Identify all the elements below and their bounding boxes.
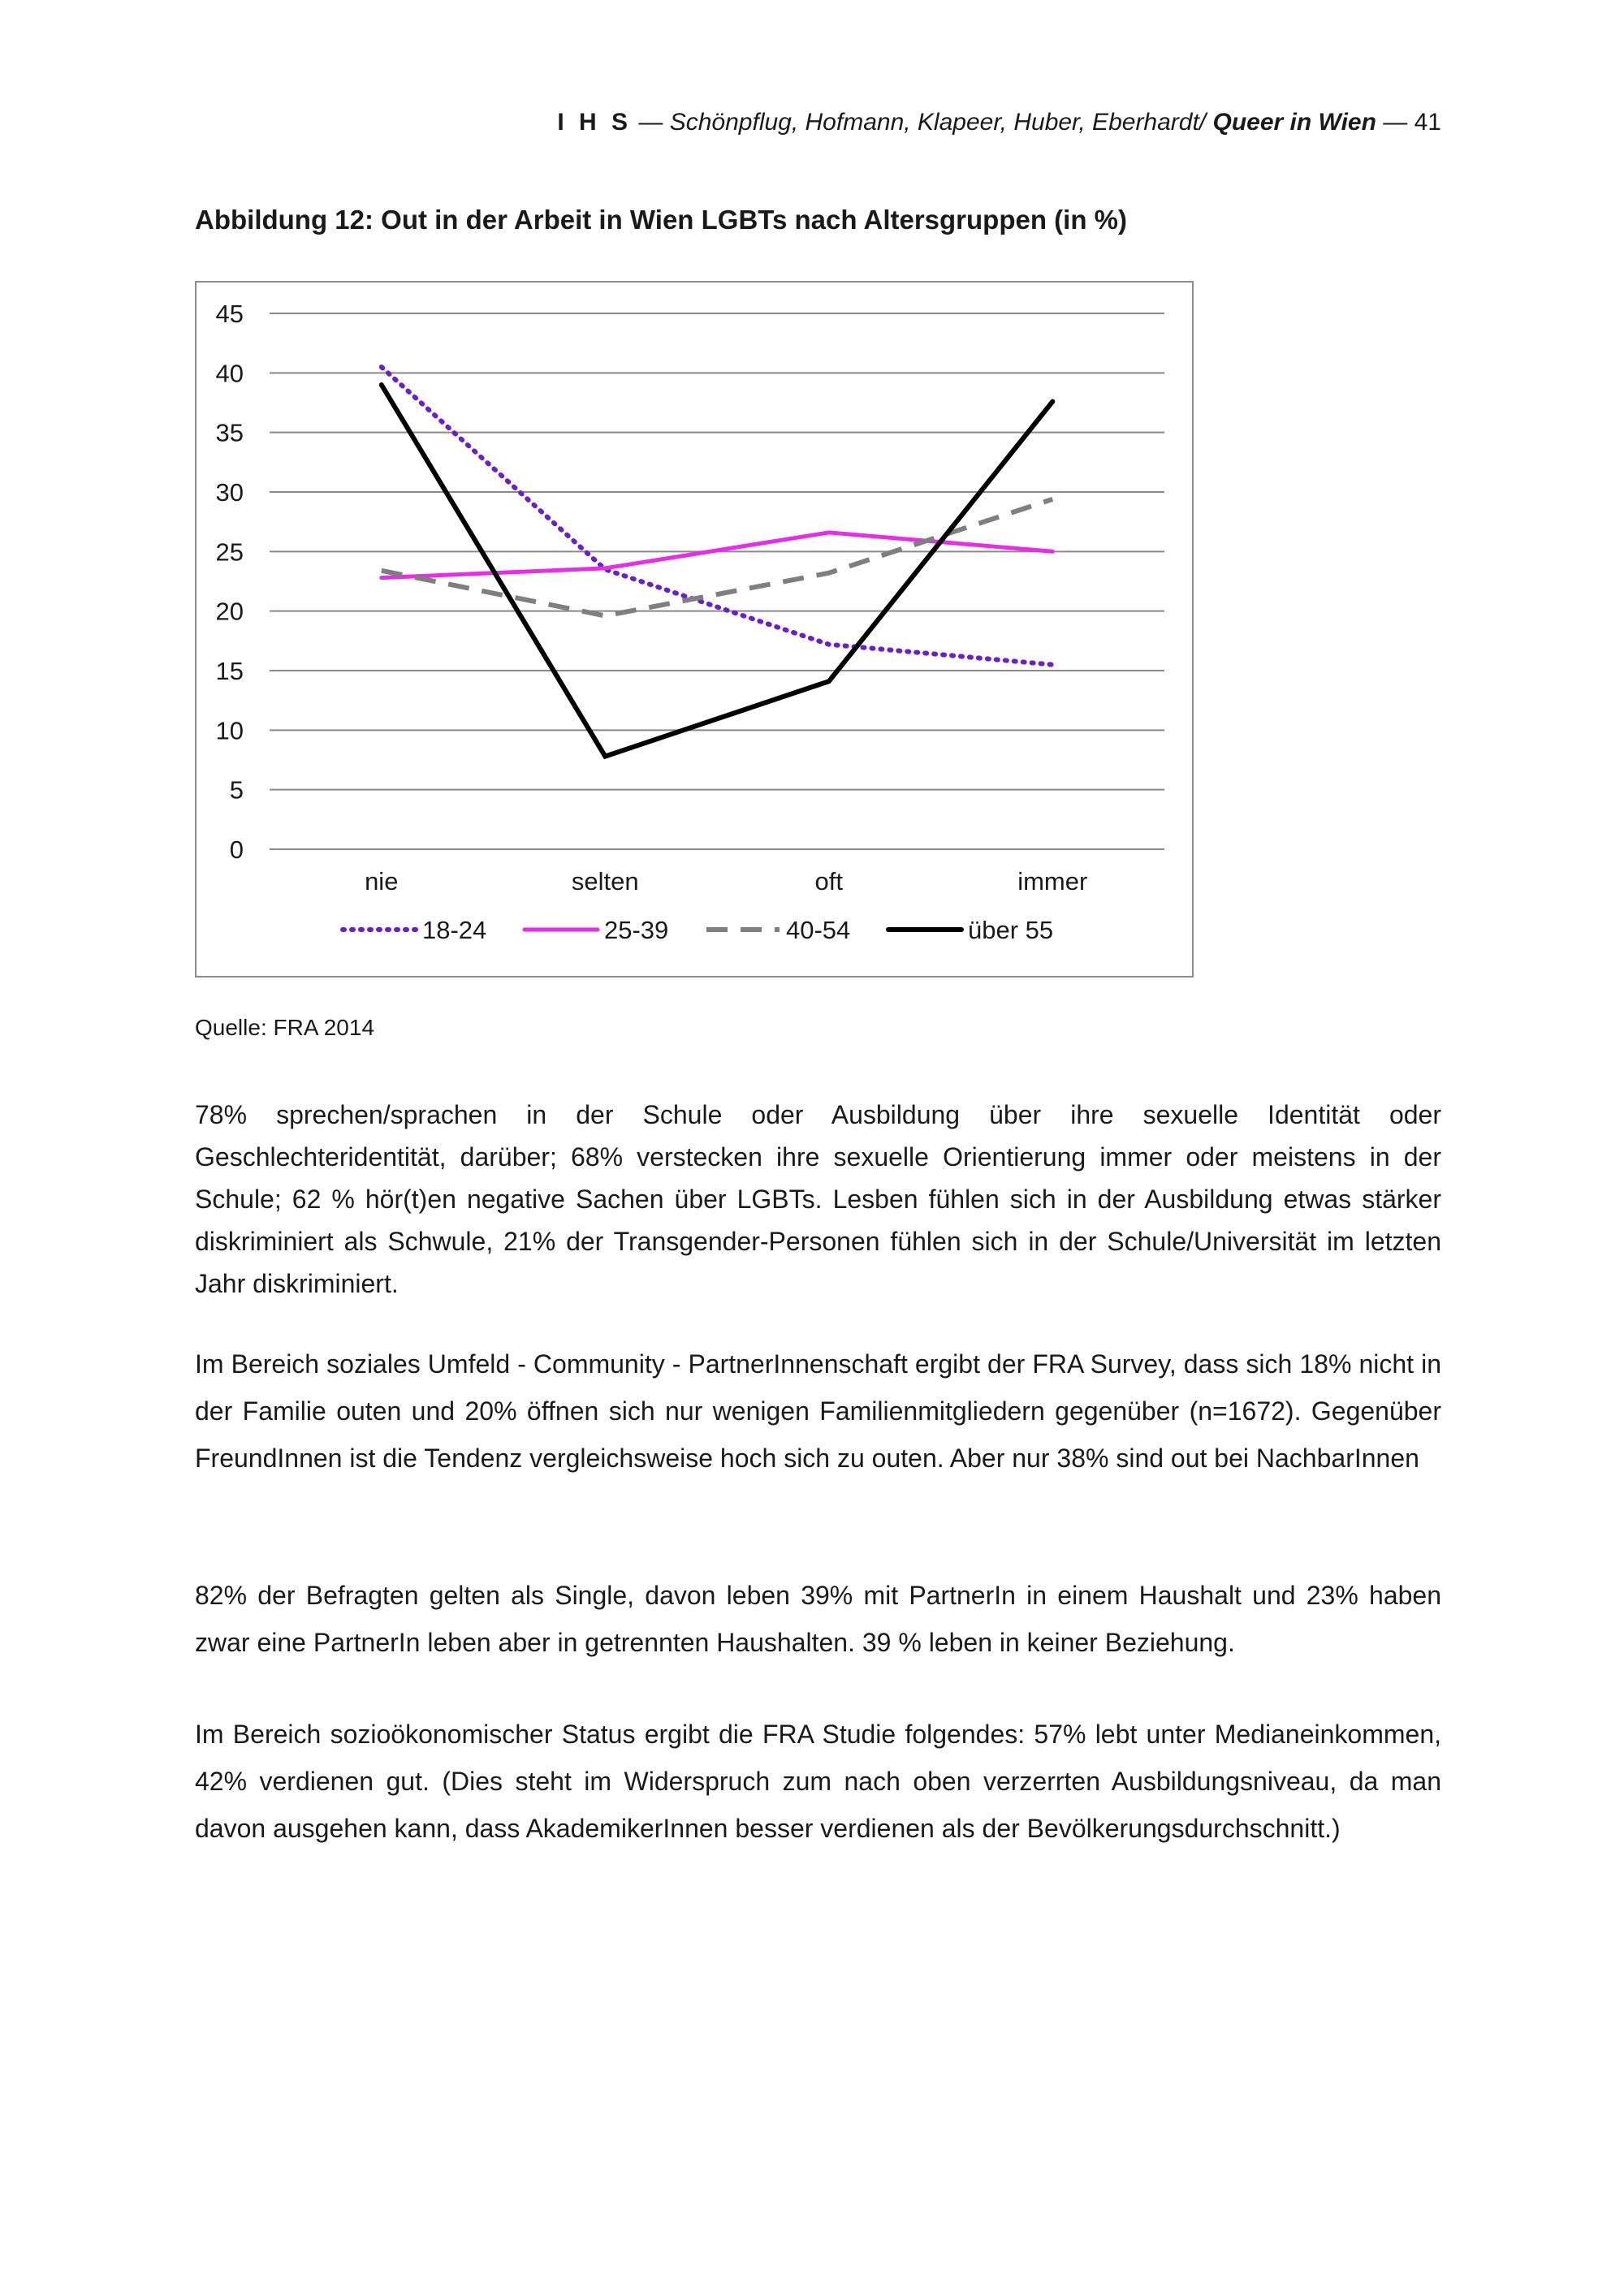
paragraph-4: Im Bereich sozioökonomischer Status ergibt die FRA Studie folgendes: 57% lebt unter Medianeinkommen, 42% verdienen gut. (Dies steht im Widerspruch zum nach oben verzerrten Ausbildungsniveau, da man davon ausgehen kann, dass AkademikerInnen besser verdienen als der Bevölkerungsdurchschnitt.)	[195, 1720, 1441, 1843]
x-tick-label: oft	[814, 867, 843, 896]
legend-label-1: 18-24	[422, 916, 487, 944]
paragraph-1: 78% sprechen/sprachen in der Schule oder Ausbildung über ihre sexuelle Identität oder Geschlechteridentität, darüber; 68% verstecken ihre sexuelle Orientierung immer oder meistens in der Schule; 62 % hör(t)en negative Sachen über LGBTs. Lesben fühlen sich in der Ausbildung etwas stärker diskriminiert als Schwule, 21% der Transgender-Personen fühlen sich in der Schule/Universität im letzten Jahr diskriminiert.	[195, 1100, 1441, 1298]
paragraph-3: 82% der Befragten gelten als Single, davon leben 39% mit PartnerIn in einem Haushalt und 23% haben zwar eine PartnerIn leben aber in getrennten Haushalten. 39 % leben in keiner Beziehung.	[195, 1581, 1441, 1657]
y-tick-label: 25	[215, 537, 244, 567]
legend-label-3: 40-54	[786, 916, 851, 944]
page-number: 41	[1414, 109, 1441, 136]
chart-frame	[195, 281, 1194, 978]
header-authors: Schönpflug, Hofmann, Klapeer, Huber, Eberhardt/	[669, 109, 1207, 136]
header-org: I H S	[557, 109, 633, 136]
x-tick-label: selten	[571, 867, 639, 896]
header-title: Queer in Wien	[1212, 109, 1376, 136]
y-tick-label: 40	[215, 359, 244, 388]
running-header	[195, 106, 1441, 139]
y-tick-label: 5	[229, 775, 244, 805]
x-tick-label: nie	[365, 867, 399, 896]
y-tick-label: 15	[215, 657, 244, 685]
y-tick-label: 0	[229, 835, 244, 864]
figure-source: Quelle: FRA 2014	[195, 1015, 375, 1040]
series-line-1	[382, 367, 1053, 665]
legend-label-4: über 55	[968, 916, 1054, 944]
paragraph-2: Im Bereich soziales Umfeld - Community - PartnerInnenschaft ergibt der FRA Survey, dass sich 18% nicht in der Familie outen und 20% öffnen sich nur wenigen Familienmitgliedern gegenüber (n=1672). Gegenüber FreundInnen ist die Tendenz vergleichsweise hoch sich zu outen. Aber nur 38% sind out bei NachbarInnen	[195, 1349, 1441, 1473]
y-tick-label: 45	[215, 300, 244, 328]
figure-caption: Abbildung 12: Out in der Arbeit in Wien LGBTs nach Altersgruppen (in %)	[195, 205, 1127, 235]
series-line-3	[382, 499, 1053, 616]
legend-label-2: 25-39	[604, 916, 669, 944]
y-tick-label: 30	[215, 478, 244, 507]
y-tick-label: 10	[215, 716, 244, 745]
y-tick-label: 35	[215, 418, 244, 447]
header-separator-2: —	[1383, 109, 1408, 136]
x-tick-label: immer	[1017, 867, 1088, 896]
series-line-4	[382, 385, 1053, 757]
line-chart	[197, 283, 1192, 976]
header-separator: —	[638, 109, 663, 136]
y-tick-label: 20	[215, 597, 244, 626]
